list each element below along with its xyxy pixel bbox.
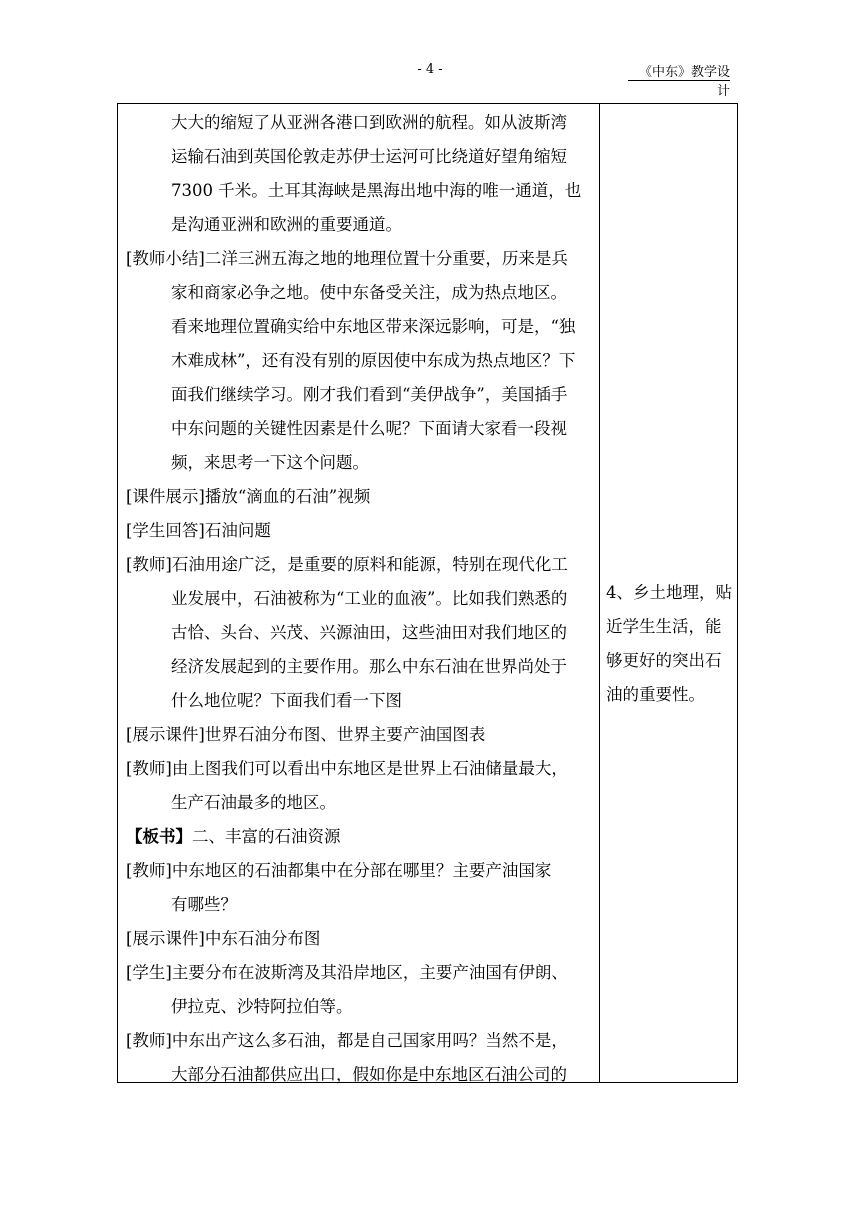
lesson-table [117, 103, 738, 1083]
paragraph-courseware-mideast-map [126, 922, 596, 956]
paragraph-courseware-map [126, 718, 596, 752]
paragraph-board-heading [126, 820, 596, 854]
text-line: [课件展示]播放“滴血的石油”视频 [126, 487, 371, 506]
text-line: 古恰、头台、兴茂、兴源油田，这些油田对我们地区的 [171, 623, 567, 642]
text-line: 7300 千米。土耳其海峡是黑海出地中海的唯一通道，也 [171, 181, 582, 200]
text-line: 油的重要性。 [606, 685, 705, 704]
text-line: 4、乡土地理，贴 [606, 583, 732, 602]
text-line: 看来地理位置确实给中东地区带来深远影响，可是，“独 [171, 317, 576, 336]
text-line: [展示课件]世界石油分布图、世界主要产油国图表 [126, 725, 486, 744]
paragraph-teacher-summary [126, 242, 596, 480]
text-line: 木难成林”，还有没有别的原因使中东成为热点地区？下 [171, 351, 576, 370]
text-line: 有哪些？ [171, 895, 237, 914]
paragraph-teacher-oil-uses [126, 548, 596, 718]
paragraph-courseware-video [126, 480, 596, 514]
text-line: [学生]主要分布在波斯湾及其沿岸地区，主要产油国有伊朗、 [126, 963, 568, 982]
paragraph-suez-canal [126, 106, 596, 242]
text-line: 大部分石油都供应出口，假如你是中东地区石油公司的 [171, 1065, 567, 1084]
paragraph-teacher-question [126, 854, 596, 922]
design-note [606, 576, 734, 712]
board-label: 【板书】 [126, 827, 192, 846]
text-line: 业发展中，石油被称为“工业的血液”。比如我们熟悉的 [171, 589, 568, 608]
text-line: [教师]中东出产这么多石油，都是自己国家用吗？当然不是， [126, 1031, 568, 1050]
text-line: [教师]石油用途广泛，是重要的原料和能源，特别在现代化工 [126, 555, 568, 574]
text-line: 伊拉克、沙特阿拉伯等。 [171, 997, 353, 1016]
text-line: [教师]由上图我们可以看出中东地区是世界上石油储量最大， [126, 759, 568, 778]
text-line: [教师]中东地区的石油都集中在分部在哪里？主要产油国家 [126, 861, 552, 880]
text-line: 面我们继续学习。刚才我们看到“美伊战争”，美国插手 [171, 385, 568, 404]
column-divider [599, 104, 600, 1082]
text-line: 经济发展起到的主要作用。那么中东石油在世界尚处于 [171, 657, 567, 676]
text-line: 是沟通亚洲和欧洲的重要通道。 [171, 215, 402, 234]
text-line: 近学生生活，能 [606, 617, 722, 636]
text-line [126, 820, 596, 854]
page-number: - 4 - [417, 62, 443, 77]
paragraph-teacher-conclusion [126, 752, 596, 820]
board-heading-text: 二、丰富的石油资源 [192, 827, 341, 846]
text-line: [学生回答]石油问题 [126, 521, 271, 540]
text-line: [展示课件]中东石油分布图 [126, 929, 321, 948]
document-title: 《中东》教学设计 [638, 65, 730, 99]
text-line: 运输石油到英国伦敦走苏伊士运河可比绕道好望角缩短 [171, 147, 567, 166]
text-line: 大大的缩短了从亚洲各港口到欧洲的航程。如从波斯湾 [171, 113, 567, 132]
text-line: 中东问题的关键性因素是什么呢？下面请大家看一段视 [171, 419, 567, 438]
paragraph-student-answer [126, 514, 596, 548]
text-line: [教师小结]二洋三洲五海之地的地理位置十分重要，历来是兵 [126, 249, 568, 268]
text-line: 生产石油最多的地区。 [171, 793, 336, 812]
paragraph-teacher-export [126, 1024, 596, 1092]
text-line: 什么地位呢？下面我们看一下图 [171, 691, 402, 710]
paragraph-student-response [126, 956, 596, 1024]
header-underline [628, 80, 730, 81]
text-line: 家和商家必争之地。使中东备受关注，成为热点地区。 [171, 283, 567, 302]
text-line: 够更好的突出石 [606, 651, 722, 670]
text-line: 频，来思考一下这个问题。 [171, 453, 369, 472]
